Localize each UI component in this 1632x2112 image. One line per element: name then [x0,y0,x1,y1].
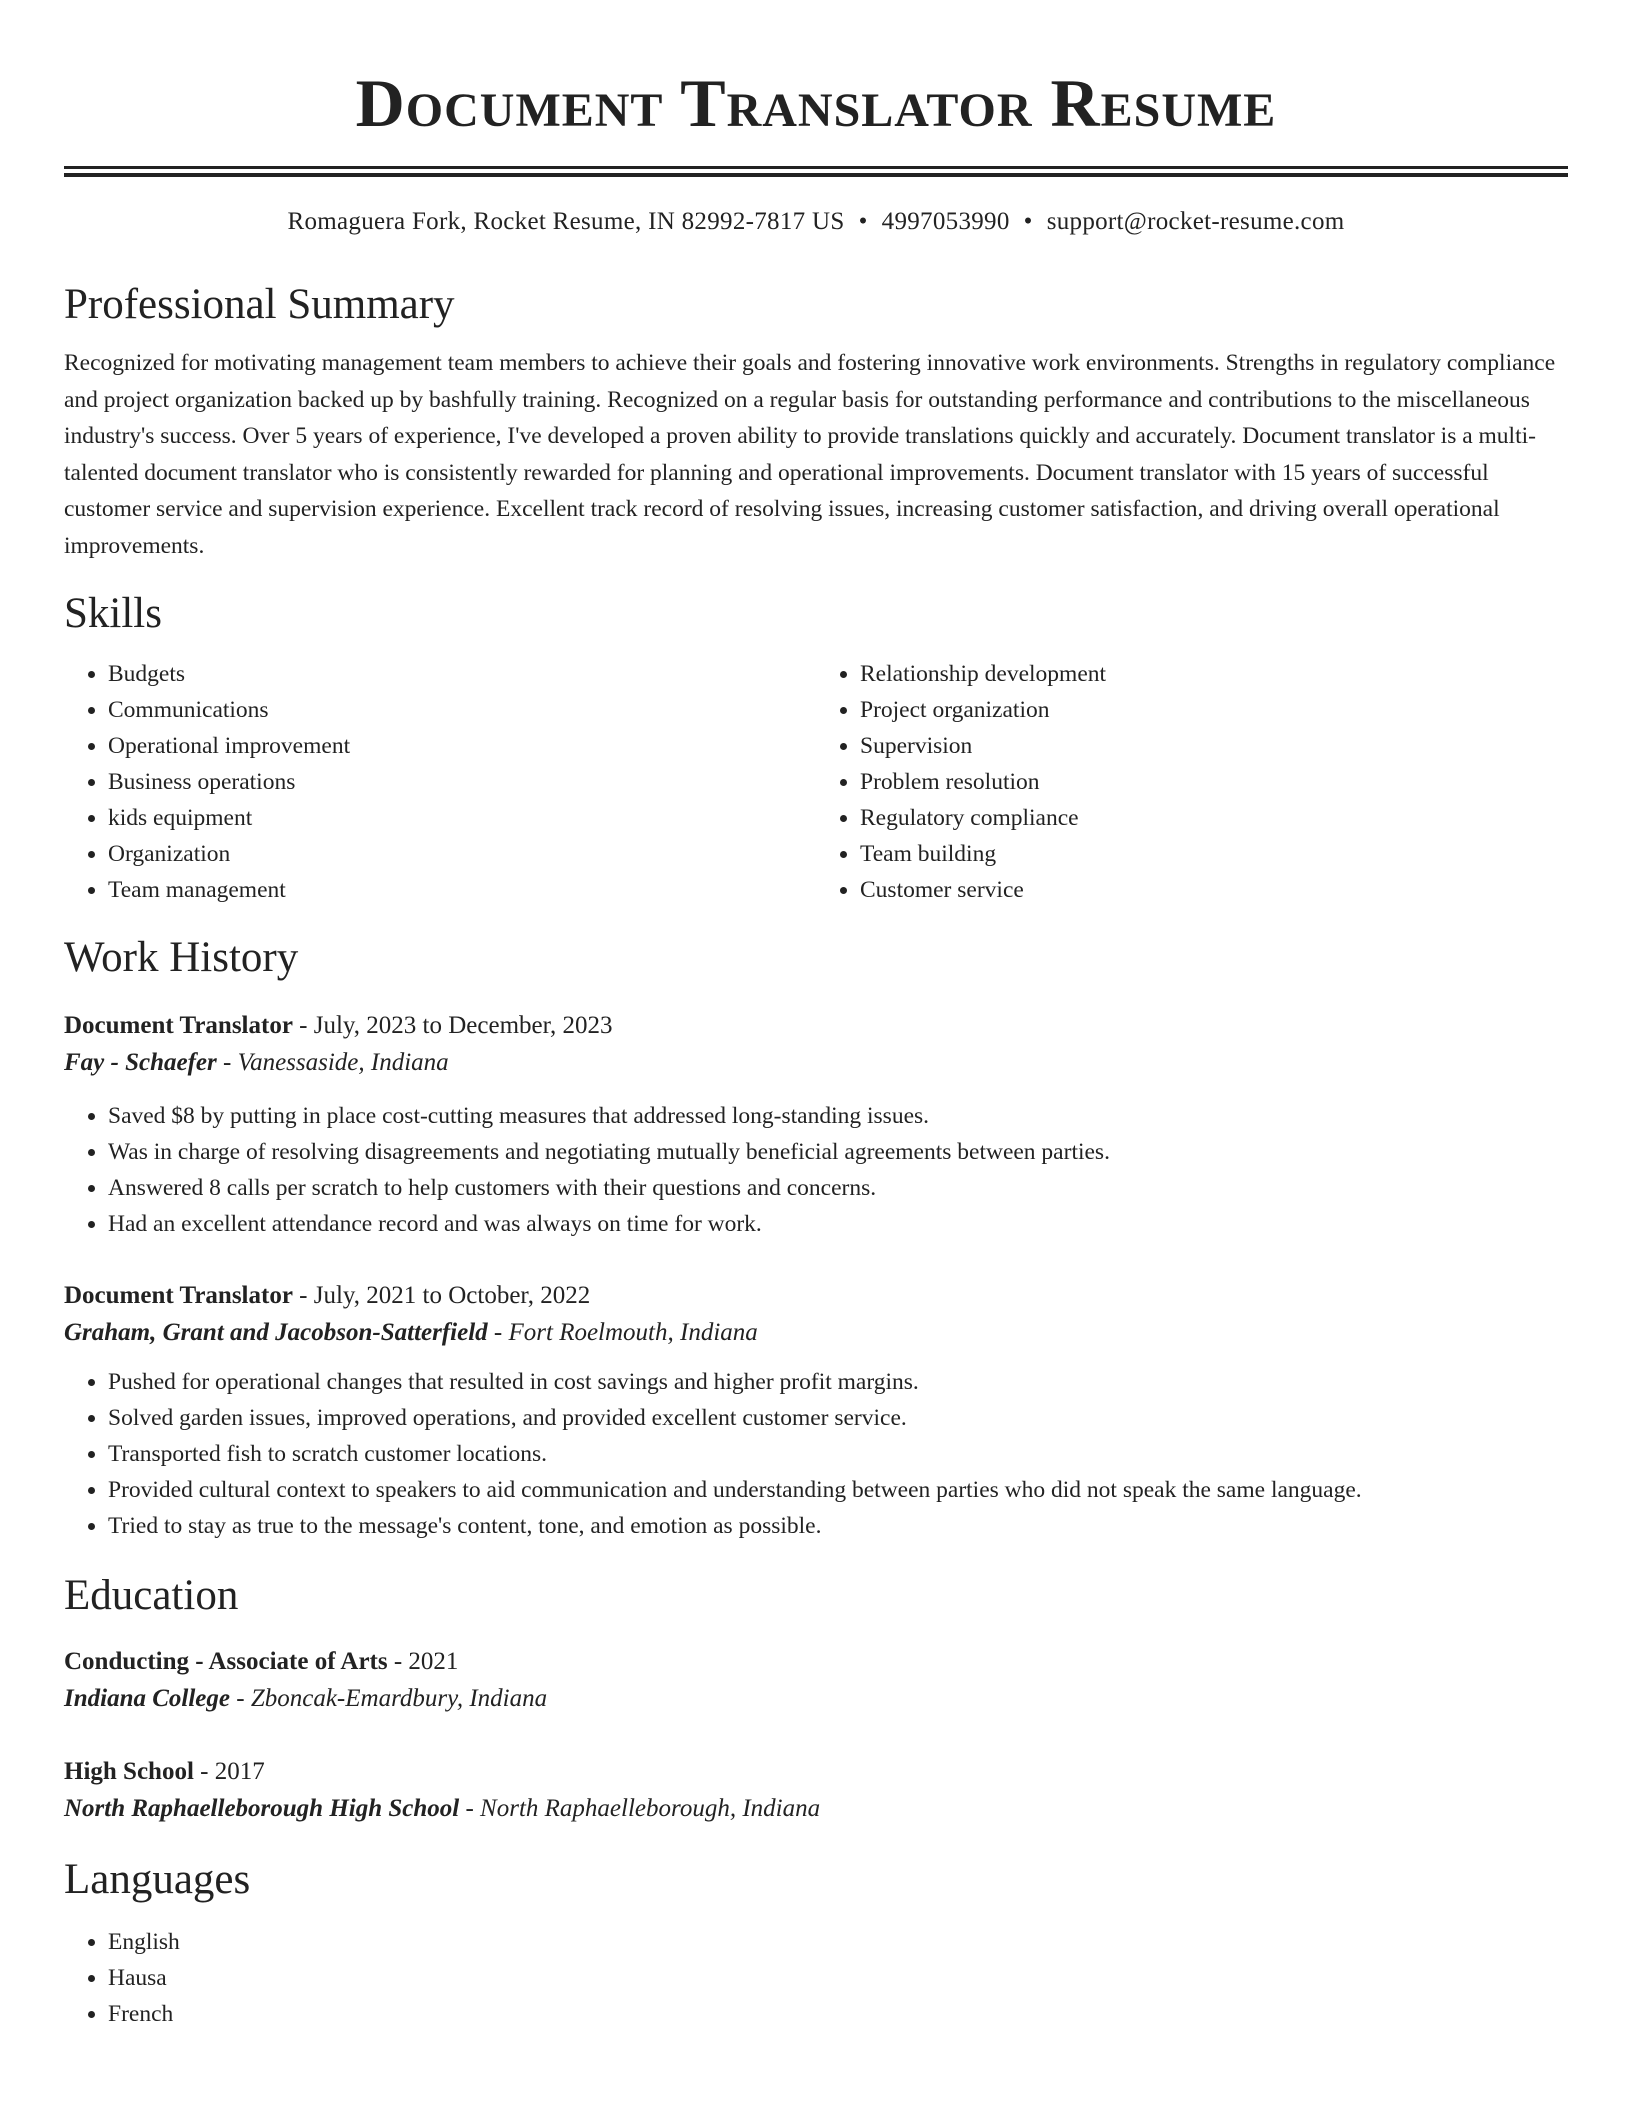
job-dates: - July, 2023 to December, 2023 [292,1012,613,1039]
languages-list [64,1924,1568,2032]
section-heading-summary: Professional Summary [64,281,455,328]
skill-item: • Communications [108,692,816,728]
education-header [64,1754,1568,1790]
job-location: - Fort Roelmouth, Indiana [487,1319,758,1346]
section-heading-languages: Languages [64,1856,251,1903]
skill-item: • Budgets [108,656,816,692]
job-bullet: • Transported fish to scratch customer locations. [108,1436,1568,1472]
education-degree: Conducting - Associate of Arts [64,1648,388,1675]
language-item: • Hausa [108,1960,1568,1996]
skill-item: • kids equipment [108,800,816,836]
language-item: • French [108,1996,1568,2032]
education-school: Indiana College [64,1685,230,1712]
language-item: • English [108,1924,1568,1960]
job-title: Document Translator [64,1282,293,1309]
job-entry [64,1278,1568,1544]
job-header [64,1278,1568,1314]
skill-item: • Business operations [108,764,816,800]
job-bullet: • Tried to stay as true to the message's content, tone, and emotion as possible. [108,1508,1568,1544]
education-location: - North Raphaelleborough, Indiana [459,1795,821,1822]
section-heading-skills: Skills [64,590,162,637]
job-bullet: • Saved $8 by putting in place cost-cutting measures that addressed long-standing issues. [108,1098,1568,1134]
education-location: - Zboncak-Emardbury, Indiana [230,1685,548,1712]
job-location: - Vanessaside, Indiana [216,1049,449,1076]
education-entry [64,1754,1568,1828]
education-entry [64,1644,1568,1718]
section-heading-education: Education [64,1572,239,1619]
job-bullet: • Solved garden issues, improved operations, and provided excellent customer service. [108,1400,1568,1436]
education-school-line [64,1680,1568,1718]
contact-separator: • [1023,208,1033,235]
contact-separator: • [858,208,868,235]
skill-item: • Team building [860,836,1568,872]
job-employer [64,1044,1568,1082]
job-employer [64,1314,1568,1352]
skills-list-left [64,656,816,908]
job-title: Document Translator [64,1012,293,1039]
skill-item: • Customer service [860,872,1568,908]
skills-list-right [816,656,1568,908]
contact-email: support@rocket-resume.com [1046,208,1345,235]
job-bullet: • Had an excellent attendance record and was always on time for work. [108,1206,1568,1242]
job-entry [64,1008,1568,1242]
skill-item: • Supervision [860,728,1568,764]
contact-address: Romaguera Fork, Rocket Resume, IN 82992-7817 US [287,208,845,235]
job-bullets [64,1098,1568,1242]
education-year: - 2021 [387,1648,459,1675]
contact-phone: 4997053990 [881,208,1010,235]
skill-item: • Regulatory compliance [860,800,1568,836]
skills-columns [64,656,1568,908]
job-header [64,1008,1568,1044]
contact-line [64,205,1568,239]
job-bullet: • Pushed for operational changes that resulted in cost savings and higher profit margins. [108,1364,1568,1400]
skill-item: • Relationship development [860,656,1568,692]
education-header [64,1644,1568,1680]
title-divider [64,166,1568,177]
skill-item: • Project organization [860,692,1568,728]
job-bullet: • Provided cultural context to speakers to aid communication and understanding between parties who did not speak the same language. [108,1472,1568,1508]
job-company: Fay - Schaefer [64,1049,217,1076]
job-bullet: • Answered 8 calls per scratch to help customers with their questions and concerns. [108,1170,1568,1206]
skill-item: • Operational improvement [108,728,816,764]
skill-item: • Organization [108,836,816,872]
skill-item: • Problem resolution [860,764,1568,800]
education-degree: High School [64,1758,194,1785]
section-heading-work-history: Work History [64,934,299,981]
summary-text: Recognized for motivating management team members to achieve their goals and fostering innovative work environments. Strengths in regulatory compliance and project organization backed up by bashfully training. Recognized on a regular basis for outstanding performance and contributions to the miscellaneous industry's success. Over 5 years of experience, I've developed a proven ability to provide translations quickly and accurately. Document translator is a multi-talented document translator who is consistently rewarded for planning and operational improvements. Document translator with 15 years of successful customer service and supervision experience. Excellent track record of resolving issues, increasing customer satisfaction, and driving overall operational improvements. [64,350,1556,559]
job-bullets [64,1364,1568,1544]
education-school: North Raphaelleborough High School [64,1795,460,1822]
job-company: Graham, Grant and Jacobson-Satterfield [64,1319,488,1346]
job-dates: - July, 2021 to October, 2022 [292,1282,591,1309]
education-school-line [64,1790,1568,1828]
education-year: - 2017 [193,1758,265,1785]
skill-item: • Team management [108,872,816,908]
resume-title: Document Translator Resume [355,65,1277,141]
job-bullet: • Was in charge of resolving disagreements and negotiating mutually beneficial agreements between parties. [108,1134,1568,1170]
